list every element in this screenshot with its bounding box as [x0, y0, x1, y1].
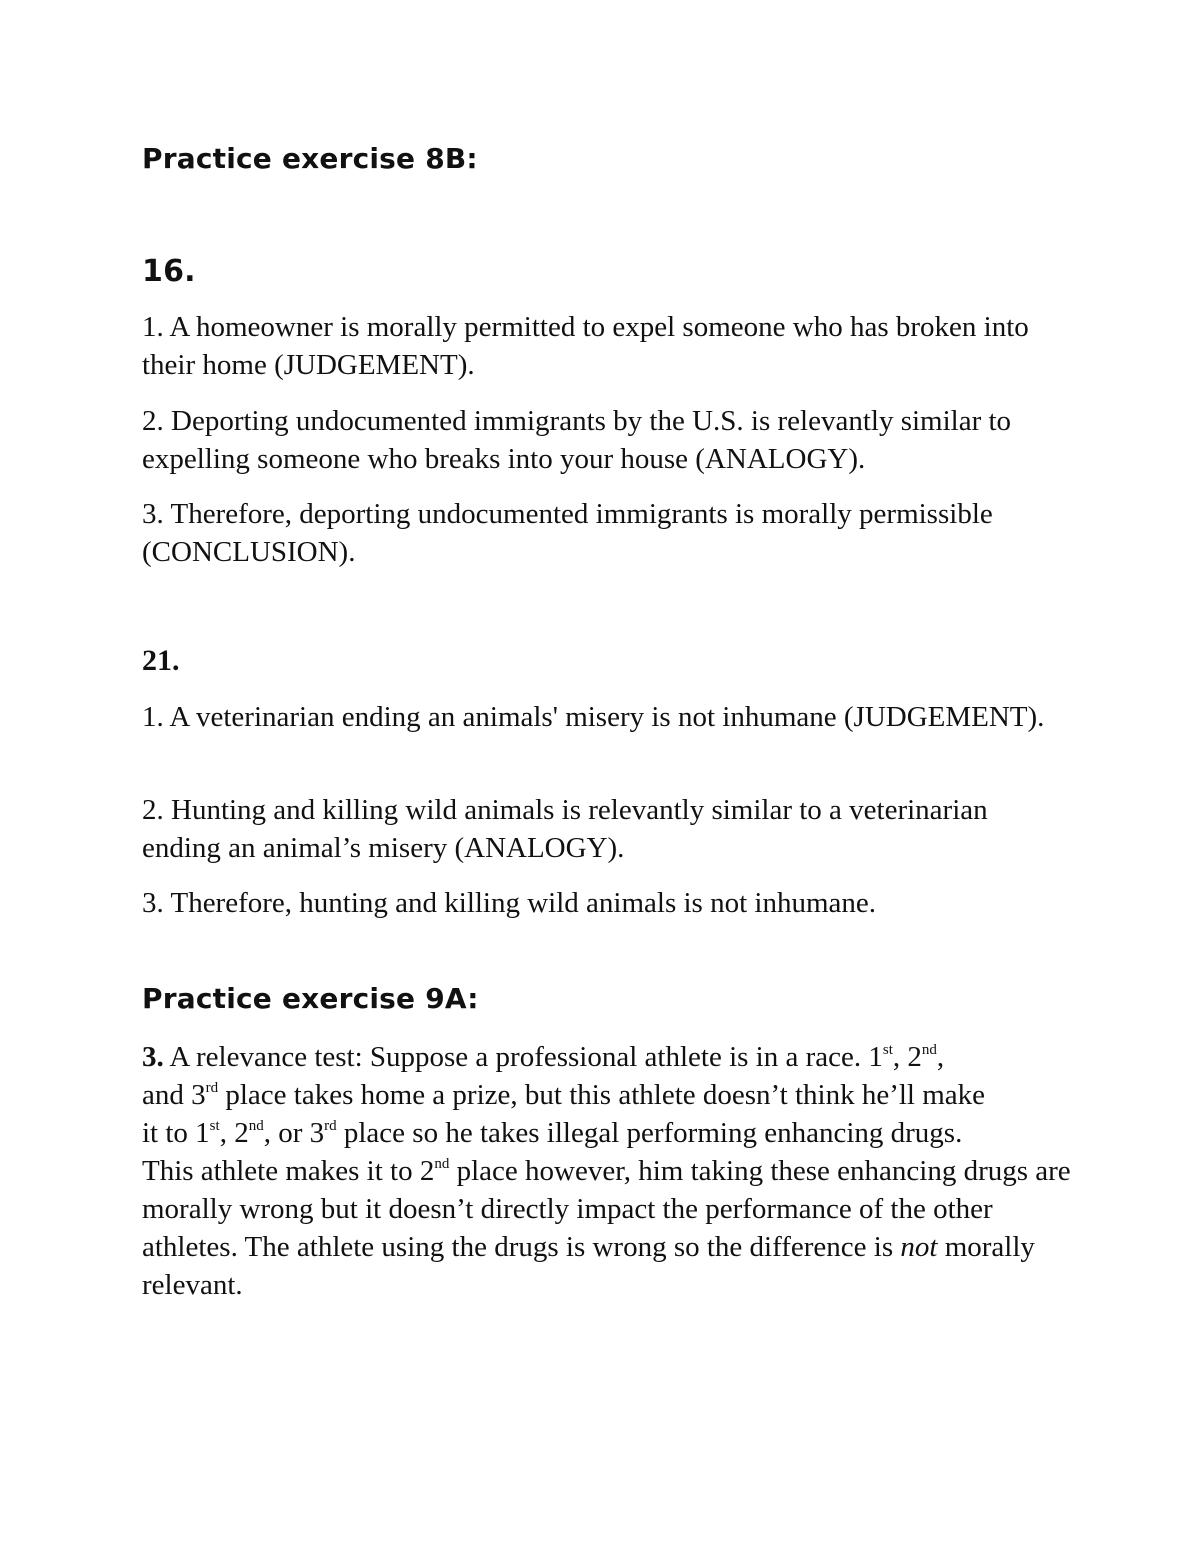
q3-text: and 3 — [142, 1079, 206, 1111]
question-21-number: 21. — [142, 644, 180, 677]
q3-text: place takes home a prize, but this athlete doesn’t think he’ll make — [218, 1079, 986, 1111]
q3-text: , or 3 — [263, 1117, 325, 1149]
heading-practice-9a: Practice exercise 9A: — [142, 982, 479, 1015]
q21-item-2: 2. Hunting and killing wild animals is relevantly similar to a veterinarian ending an animal’s misery (ANALOGY). — [142, 794, 988, 864]
q3-text: , — [936, 1041, 945, 1073]
q16-item-3: 3. Therefore, deporting undocumented immigrants is morally permissible (CONCLUSION). — [142, 498, 993, 568]
sup-st: st — [882, 1042, 893, 1058]
q3-text: morally relevant. — [142, 1231, 1035, 1301]
emphasis-not: not — [900, 1231, 938, 1263]
q16-item-2: 2. Deporting undocumented immigrants by the U.S. is relevantly similar to expelling someone who breaks into your house (ANALOGY). — [142, 405, 1012, 475]
q21-item-1: 1. A veterinarian ending an animals' misery is not inhumane (JUDGEMENT). — [142, 701, 1045, 733]
sup-st: st — [209, 1118, 220, 1134]
question-16-number: 16. — [142, 254, 196, 289]
question-3-number: 3. — [142, 1041, 164, 1073]
q3-text: , 2 — [892, 1041, 922, 1073]
q3-text: A relevance test: Suppose a professional athlete is in a race. 1 — [163, 1041, 883, 1073]
heading-practice-8b: Practice exercise 8B: — [142, 142, 478, 175]
q16-item-1: 1. A homeowner is morally permitted to expel someone who has broken into their home (JUDGEMENT). — [142, 311, 1029, 381]
q21-item-3: 3. Therefore, hunting and killing wild animals is not inhumane. — [142, 887, 877, 919]
sup-rd: rd — [324, 1118, 337, 1134]
sup-nd: nd — [434, 1156, 450, 1172]
sup-nd: nd — [921, 1042, 937, 1058]
q3-text: place however, him taking these enhancing drugs are morally wrong but it doesn’t directly impact the performance of the other athletes. The athlete using the drugs is wrong so the difference is — [142, 1155, 1071, 1263]
q3-paragraph — [142, 1038, 1072, 1304]
q3-text: , 2 — [219, 1117, 249, 1149]
sup-rd: rd — [205, 1080, 219, 1096]
q3-text: place so he takes illegal performing enhancing drugs. — [336, 1117, 963, 1149]
sup-nd: nd — [248, 1118, 264, 1134]
q3-text: This athlete makes it to 2 — [142, 1155, 435, 1187]
q3-text: it to 1 — [142, 1117, 210, 1149]
